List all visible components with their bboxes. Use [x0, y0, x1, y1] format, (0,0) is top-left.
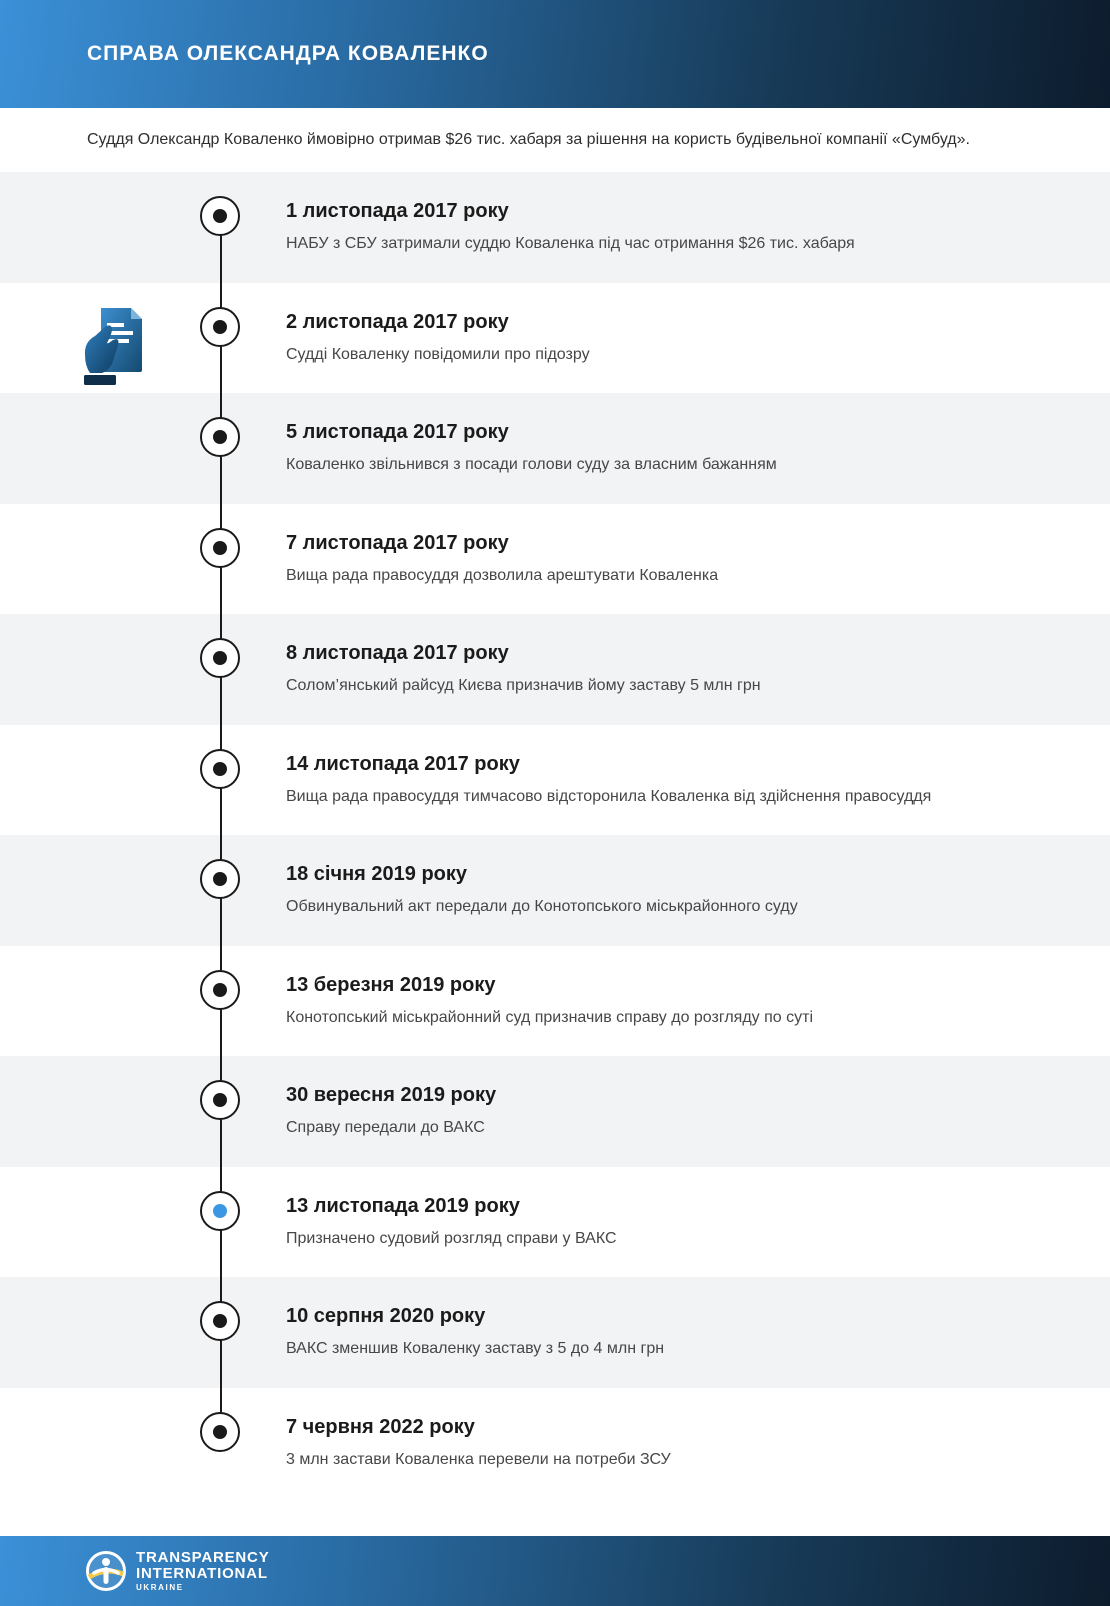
logo-line-2: INTERNATIONAL: [136, 1564, 268, 1582]
timeline: [0, 172, 1110, 1498]
timeline-date: 30 вересня 2019 року: [286, 1084, 497, 1106]
timeline-node: [200, 307, 240, 347]
timeline-dot: [213, 430, 227, 444]
timeline-description: Коваленко звільнився з посади голови суду за власним бажанням: [286, 456, 777, 473]
timeline-description: Конотопський міськрайонний суд призначив справу до розгляду по суті: [286, 1008, 814, 1026]
header-banner: [0, 0, 1110, 108]
timeline-item: [0, 1388, 1110, 1499]
timeline-dot: [213, 1204, 227, 1218]
timeline-date: 8 листопада 2017 року: [286, 642, 509, 664]
timeline-node: [200, 970, 240, 1010]
timeline-dot: [213, 872, 227, 886]
timeline-description: Солом’янський райсуд Києва призначив йому заставу 5 млн грн: [286, 677, 761, 694]
timeline-item: [0, 946, 1110, 1057]
timeline-date: 13 листопада 2019 року: [286, 1194, 520, 1217]
timeline-dot: [213, 983, 227, 997]
timeline-node: [200, 1301, 240, 1341]
timeline-date: 7 червня 2022 року: [286, 1415, 475, 1438]
timeline-description: Справу передали до ВАКС: [286, 1119, 485, 1136]
timeline-description: 3 млн застави Коваленка перевели на потреби ЗСУ: [286, 1450, 671, 1468]
hand-holding-document-icon: [80, 305, 148, 389]
timeline-description: Обвинувальний акт передали до Конотопського міськрайонного суду: [286, 898, 798, 915]
timeline-node: [200, 1191, 240, 1231]
timeline-connector-line: [220, 218, 222, 1433]
timeline-node: [200, 417, 240, 457]
intro-section: [0, 108, 1110, 172]
timeline-dot: [213, 209, 227, 223]
timeline-dot: [213, 1425, 227, 1439]
timeline-item: [0, 1277, 1110, 1388]
logo-text: [136, 1550, 270, 1592]
timeline-item: [0, 393, 1110, 504]
timeline-date: 1 листопада 2017 року: [286, 200, 509, 222]
logo-line-1: TRANSPARENCY: [136, 1549, 270, 1567]
transparency-international-logo: [85, 1550, 270, 1592]
timeline-dot: [213, 1314, 227, 1328]
timeline-node: [200, 196, 240, 236]
timeline-description: НАБУ з СБУ затримали суддю Коваленка під час отримання $26 тис. хабаря: [286, 235, 855, 252]
timeline-item: [0, 283, 1110, 394]
timeline-item: [0, 725, 1110, 836]
timeline-item: [0, 835, 1110, 946]
footer-banner: [0, 1536, 1110, 1606]
timeline-description: Судді Коваленку повідомили про підозру: [286, 345, 590, 363]
timeline-node: [200, 528, 240, 568]
timeline-date: 18 січня 2019 року: [286, 863, 468, 885]
timeline-dot: [213, 762, 227, 776]
timeline-node: [200, 859, 240, 899]
logo-line-3: UKRAINE: [136, 1582, 184, 1592]
page-title: СПРАВА ОЛЕКСАНДРА КОВАЛЕНКО: [87, 42, 489, 65]
timeline-date: 14 листопада 2017 року: [286, 752, 520, 775]
timeline-dot: [213, 541, 227, 555]
timeline-node: [200, 1412, 240, 1452]
transparency-international-globe-icon: [85, 1550, 127, 1592]
timeline-item: [0, 504, 1110, 615]
timeline-dot: [213, 320, 227, 334]
case-summary: Суддя Олександр Коваленко ймовірно отримав $26 тис. хабаря за рішення на користь будівельної компанії «Сумбуд».: [87, 131, 970, 148]
timeline-description: Вища рада правосуддя дозволила арештувати Коваленка: [286, 566, 719, 584]
timeline-item: [0, 172, 1110, 283]
timeline-node: [200, 749, 240, 789]
timeline-date: 10 серпня 2020 року: [286, 1305, 486, 1327]
timeline-description: ВАКС зменшив Коваленку заставу з 5 до 4 млн грн: [286, 1340, 665, 1357]
timeline-date: 2 листопада 2017 року: [286, 310, 509, 333]
timeline-item: [0, 614, 1110, 725]
timeline-node: [200, 638, 240, 678]
bottom-spacer: [0, 1498, 1110, 1536]
timeline-item: [0, 1167, 1110, 1278]
timeline-dot: [213, 651, 227, 665]
timeline-item: [0, 1056, 1110, 1167]
timeline-date: 5 листопада 2017 року: [286, 421, 509, 443]
timeline-date: 7 листопада 2017 року: [286, 531, 509, 554]
timeline-description: Призначено судовий розгляд справи у ВАКС: [286, 1229, 617, 1247]
timeline-dot: [213, 1093, 227, 1107]
timeline-node: [200, 1080, 240, 1120]
timeline-date: 13 березня 2019 року: [286, 973, 496, 996]
timeline-description: Вища рада правосуддя тимчасово відсторонила Коваленка від здійснення правосуддя: [286, 787, 932, 805]
